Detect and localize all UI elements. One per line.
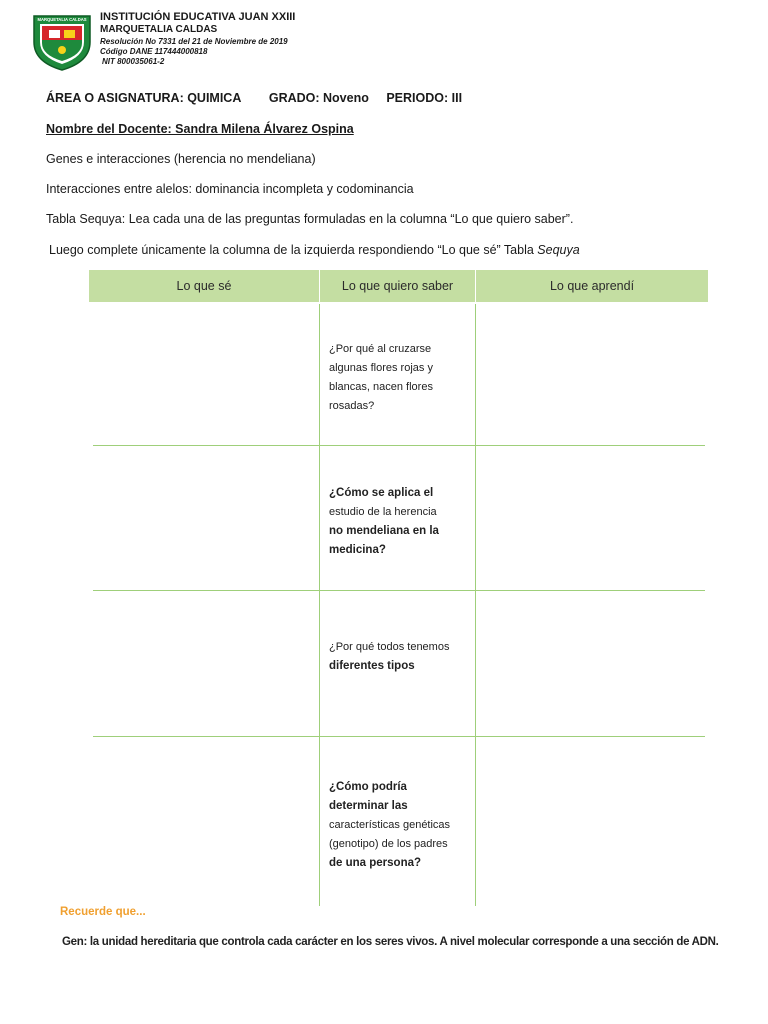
row-divider (93, 736, 705, 737)
question-4: ¿Cómo podría determinar las características genéticas (genotipo) de los padres de una persona? (329, 781, 451, 869)
subject-line (46, 91, 486, 105)
gene-definition: Gen: la unidad hereditaria que controla cada carácter en los seres vivos. A nivel molecular corresponde a una sección de ADN. (62, 936, 719, 948)
answer-cell-lo-que-se[interactable] (89, 738, 318, 904)
subject-grade: GRADO: Noveno (268, 91, 369, 105)
institution-header (100, 12, 295, 68)
question-3: ¿Por qué todos tenemos diferentes tipos (329, 641, 450, 672)
subject-period: PERIODO: III (386, 91, 463, 105)
column-divider (475, 304, 476, 906)
institution-dane: Código DANE 117444000818 (100, 47, 208, 56)
instruction-line-2: Luego complete únicamente la columna de la izquierda respondiendo “Lo que sé” Tabla Sequya (49, 243, 580, 257)
topic-title: Genes e interacciones (herencia no mendeliana) (46, 152, 316, 166)
row-divider (93, 445, 705, 446)
question-2: ¿Cómo se aplica el estudio de la herencia no mendeliana en la medicina? (329, 487, 439, 556)
svg-text:MARQUETALIA CALDAS: MARQUETALIA CALDAS (37, 17, 87, 22)
header-lo-que-aprendi: Lo que aprendí (549, 279, 635, 293)
question-1: ¿Por qué al cruzarse algunas flores rojas y blancas, nacen flores rosadas? (329, 343, 433, 412)
sqa-table (89, 270, 708, 906)
column-divider (319, 304, 320, 906)
institution-nit: NIT 800035061-2 (102, 57, 165, 66)
answer-cell-lo-que-se[interactable] (89, 447, 318, 589)
institution-location: MARQUETALIA CALDAS (100, 24, 218, 35)
answer-cell-lo-que-se[interactable] (89, 304, 318, 444)
header-lo-que-se: Lo que sé (176, 279, 232, 293)
header-lo-que-quiero-saber: Lo que quiero saber (341, 279, 454, 293)
answer-cell-lo-que-se[interactable] (89, 592, 318, 735)
remember-heading: Recuerde que... (60, 906, 146, 918)
teacher-name: Nombre del Docente: Sandra Milena Álvarez Ospina (46, 122, 354, 136)
institution-name: INSTITUCIÓN EDUCATIVA JUAN XXIII (100, 11, 296, 23)
instruction-line-1: Tabla Sequya: Lea cada una de las preguntas formuladas en la columna “Lo que quiero saber”. (46, 212, 574, 226)
table-header-row (89, 270, 708, 302)
school-logo (30, 10, 94, 72)
institution-resolution: Resolución No 7331 del 21 de Noviembre de 2019 (100, 37, 288, 46)
row-divider (93, 590, 705, 591)
subtopic-title: Interacciones entre alelos: dominancia incompleta y codominancia (46, 182, 414, 196)
subject-area: ÁREA O ASIGNATURA: QUIMICA (46, 91, 242, 105)
